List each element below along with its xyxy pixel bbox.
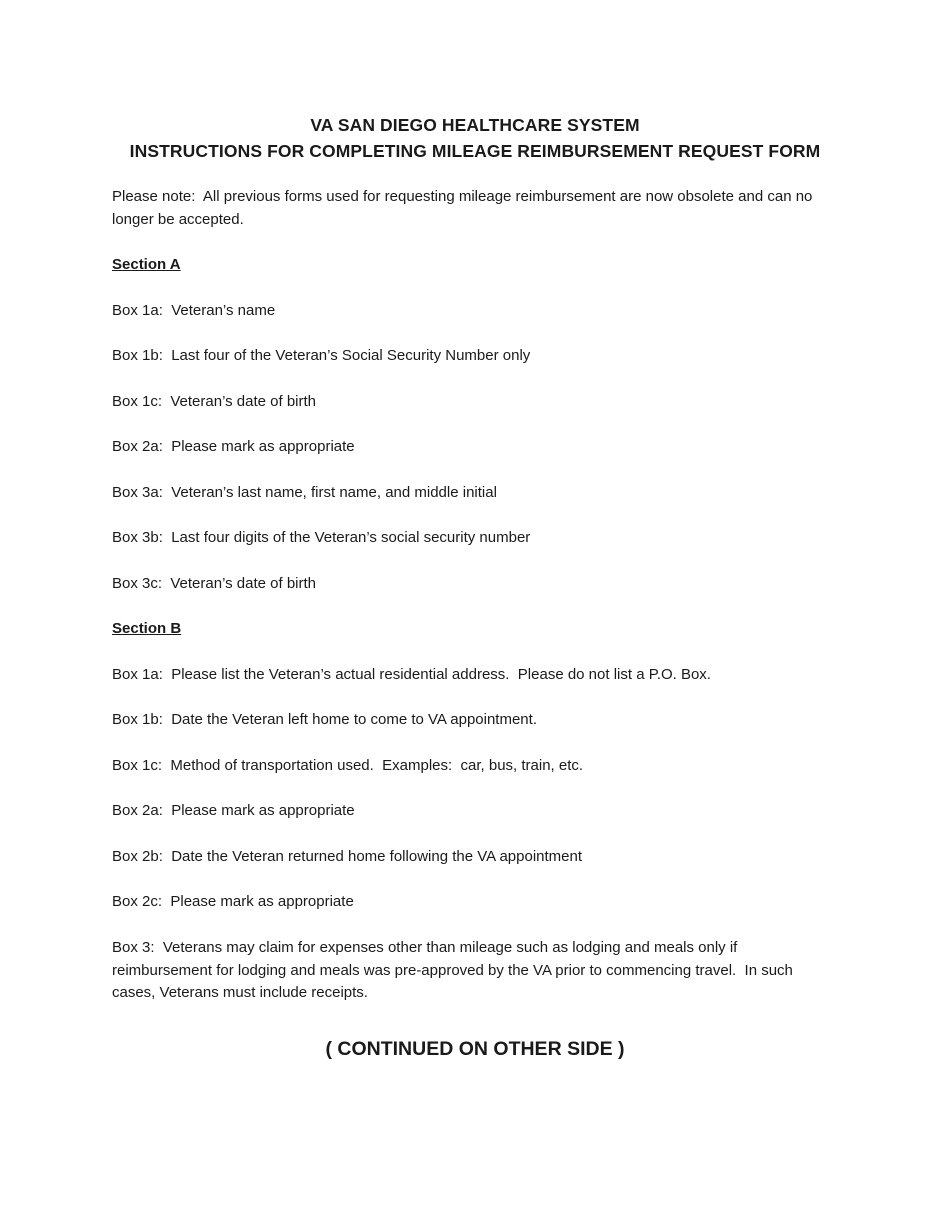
instruction-item: Box 1a: Please list the Veteran’s actual residential address. Please do not list a P.O. Box. <box>112 665 711 683</box>
section-heading: Section A <box>112 256 181 274</box>
sections-container <box>112 254 838 1005</box>
instruction-item: Box 3: Veterans may claim for expenses other than mileage such as lodging and meals only if reimbursement for lodging and meals was pre-approved by the VA prior to commencing travel. In such cases, Veterans must include receipts. <box>112 938 798 1002</box>
document-title <box>112 112 838 164</box>
instruction-item: Box 2b: Date the Veteran returned home following the VA appointment <box>112 847 583 865</box>
instruction-item: Box 1c: Method of transportation used. Examples: car, bus, train, etc. <box>112 756 584 774</box>
continued-footer: ( CONTINUED ON OTHER SIDE ) <box>325 1038 625 1060</box>
instruction-item: Box 3c: Veteran’s date of birth <box>112 574 317 592</box>
instruction-item: Box 3b: Last four digits of the Veteran’s social security number <box>112 529 531 547</box>
instruction-item: Box 2a: Please mark as appropriate <box>112 438 355 456</box>
instruction-item: Box 2a: Please mark as appropriate <box>112 802 355 820</box>
title-line-1: VA SAN DIEGO HEALTHCARE SYSTEM <box>310 115 640 135</box>
intro-note: Please note: All previous forms used for requesting mileage reimbursement are now obsolete and can no longer be accepted. <box>112 188 817 228</box>
instruction-item: Box 1b: Last four of the Veteran’s Social Security Number only <box>112 347 531 365</box>
instruction-item: Box 1c: Veteran’s date of birth <box>112 392 317 410</box>
instruction-item: Box 1a: Veteran’s name <box>112 301 276 319</box>
instruction-item: Box 2c: Please mark as appropriate <box>112 893 354 911</box>
instruction-item: Box 3a: Veteran’s last name, first name, and middle initial <box>112 483 497 501</box>
instruction-item: Box 1b: Date the Veteran left home to come to VA appointment. <box>112 711 537 729</box>
section-heading: Section B <box>112 620 182 638</box>
title-line-2: INSTRUCTIONS FOR COMPLETING MILEAGE REIMBURSEMENT REQUEST FORM <box>129 141 821 161</box>
